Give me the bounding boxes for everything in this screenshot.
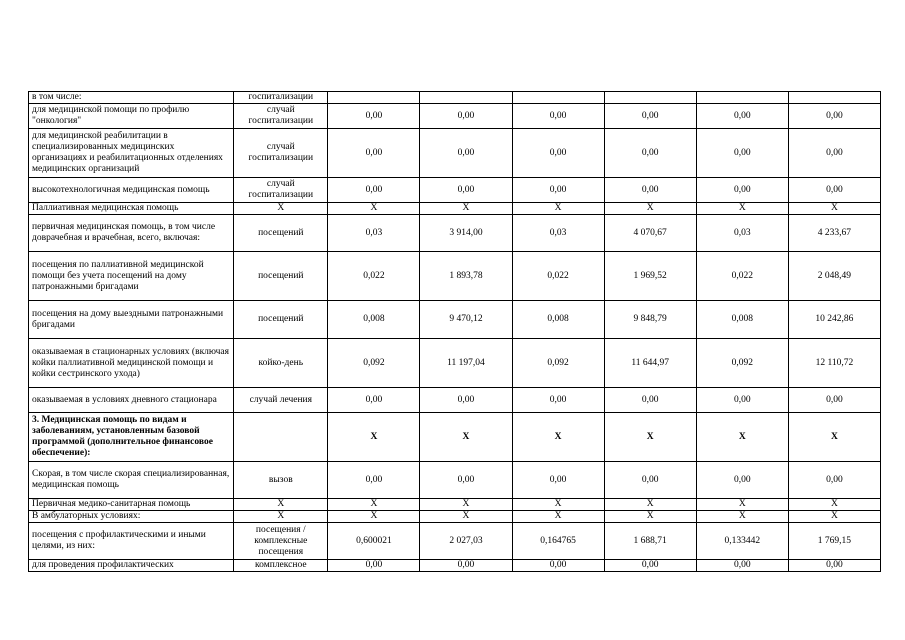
value-cell: 4 233,67 (788, 215, 880, 252)
value-cell: 0,00 (512, 178, 604, 203)
value-cell: 0,00 (788, 129, 880, 178)
value-cell: 2 027,03 (420, 523, 512, 560)
value-cell: 0,008 (512, 301, 604, 339)
value-cell: 0,00 (604, 129, 696, 178)
value-cell: 0,092 (328, 339, 420, 388)
value-cell: 11 197,04 (420, 339, 512, 388)
value-cell (696, 92, 788, 104)
row-label: посещения по паллиативной медицинской помощи без учета посещений на дому патронажными бригадами (29, 252, 234, 301)
value-cell: 0,00 (512, 560, 604, 572)
table-row (29, 104, 881, 129)
row-label: для медицинской помощи по профилю "онкология" (29, 104, 234, 129)
value-cell: 11 644,97 (604, 339, 696, 388)
value-cell: 0,133442 (696, 523, 788, 560)
row-label: для проведения профилактических (29, 560, 234, 572)
value-cell: 0,00 (420, 560, 512, 572)
unit-cell: случай госпитализации (234, 178, 328, 203)
row-label: посещения на дому выездными патронажными бригадами (29, 301, 234, 339)
value-cell: X (420, 413, 512, 462)
value-cell: 0,00 (604, 560, 696, 572)
row-label: Первичная медико-санитарная помощь (29, 499, 234, 511)
unit-cell: случай госпитализации (234, 104, 328, 129)
value-cell: 0,00 (328, 462, 420, 499)
table-row (29, 129, 881, 178)
row-label: Скорая, в том числе скорая специализированная, медицинская помощь (29, 462, 234, 499)
value-cell: X (604, 499, 696, 511)
volume-norms-table (28, 91, 881, 572)
row-label: В амбулаторных условиях: (29, 511, 234, 523)
value-cell: 0,00 (788, 388, 880, 413)
table-row (29, 301, 881, 339)
table-row (29, 203, 881, 215)
value-cell: 0,092 (512, 339, 604, 388)
value-cell: 4 070,67 (604, 215, 696, 252)
value-cell: X (696, 499, 788, 511)
unit-cell: X (234, 511, 328, 523)
value-cell: 0,00 (328, 388, 420, 413)
value-cell: 0,03 (696, 215, 788, 252)
value-cell: X (696, 203, 788, 215)
unit-cell: госпитализации (234, 92, 328, 104)
value-cell: 0,03 (512, 215, 604, 252)
unit-cell: X (234, 203, 328, 215)
value-cell: 9 470,12 (420, 301, 512, 339)
value-cell: 0,00 (420, 388, 512, 413)
unit-cell: случай лечения (234, 388, 328, 413)
value-cell: 1 969,52 (604, 252, 696, 301)
value-cell: 0,00 (420, 129, 512, 178)
value-cell: 0,00 (512, 104, 604, 129)
value-cell: 0,03 (328, 215, 420, 252)
value-cell: X (420, 203, 512, 215)
value-cell: 0,00 (696, 129, 788, 178)
value-cell: 0,00 (604, 388, 696, 413)
unit-cell: случай госпитализации (234, 129, 328, 178)
table-row (29, 499, 881, 511)
value-cell: 10 242,86 (788, 301, 880, 339)
table-row (29, 252, 881, 301)
row-label: высокотехнологичная медицинская помощь (29, 178, 234, 203)
value-cell: X (788, 203, 880, 215)
value-cell: 0,00 (512, 129, 604, 178)
value-cell: 0,022 (696, 252, 788, 301)
table-row (29, 462, 881, 499)
value-cell: 0,00 (420, 462, 512, 499)
value-cell: X (420, 499, 512, 511)
value-cell: 0,008 (696, 301, 788, 339)
value-cell: 0,00 (328, 104, 420, 129)
value-cell: 3 914,00 (420, 215, 512, 252)
value-cell (420, 92, 512, 104)
value-cell: X (328, 499, 420, 511)
value-cell: X (328, 511, 420, 523)
row-label: посещения с профилактическими и иными целями, из них: (29, 523, 234, 560)
value-cell: 0,00 (788, 178, 880, 203)
value-cell: X (788, 413, 880, 462)
row-label: Паллиативная медицинская помощь (29, 203, 234, 215)
value-cell: X (788, 511, 880, 523)
table-row (29, 413, 881, 462)
table-row (29, 388, 881, 413)
value-cell: X (604, 413, 696, 462)
value-cell: 0,00 (420, 178, 512, 203)
value-cell: 0,00 (696, 178, 788, 203)
value-cell (328, 92, 420, 104)
unit-cell: X (234, 499, 328, 511)
value-cell: 0,00 (512, 462, 604, 499)
value-cell: 0,00 (696, 560, 788, 572)
value-cell: 0,00 (420, 104, 512, 129)
value-cell: X (512, 203, 604, 215)
value-cell: 0,00 (788, 104, 880, 129)
value-cell: X (420, 511, 512, 523)
table-body (29, 92, 881, 572)
value-cell: 0,00 (696, 462, 788, 499)
unit-cell: комплексное (234, 560, 328, 572)
value-cell (604, 92, 696, 104)
value-cell: 1 893,78 (420, 252, 512, 301)
value-cell: X (604, 511, 696, 523)
row-label: 3. Медицинская помощь по видам и заболеваниям, установленным базовой программой (дополнительное финансовое обеспечение): (29, 413, 234, 462)
value-cell: 1 769,15 (788, 523, 880, 560)
value-cell: 0,00 (788, 462, 880, 499)
row-label: первичная медицинская помощь, в том числе доврачебная и врачебная, всего, включая: (29, 215, 234, 252)
value-cell: 0,00 (512, 388, 604, 413)
table-row (29, 511, 881, 523)
value-cell: 0,00 (696, 104, 788, 129)
value-cell: 0,092 (696, 339, 788, 388)
table-row (29, 92, 881, 104)
table-row (29, 178, 881, 203)
value-cell: 0,600021 (328, 523, 420, 560)
value-cell: X (512, 413, 604, 462)
value-cell: 0,008 (328, 301, 420, 339)
unit-cell: посещений (234, 301, 328, 339)
value-cell: X (788, 499, 880, 511)
value-cell: X (328, 203, 420, 215)
value-cell: 0,00 (604, 462, 696, 499)
value-cell: 0,00 (604, 178, 696, 203)
value-cell: 1 688,71 (604, 523, 696, 560)
value-cell: 2 048,49 (788, 252, 880, 301)
row-label: оказываемая в условиях дневного стационара (29, 388, 234, 413)
value-cell: 0,00 (788, 560, 880, 572)
value-cell (788, 92, 880, 104)
row-label: в том числе: (29, 92, 234, 104)
table-row (29, 215, 881, 252)
value-cell: X (328, 413, 420, 462)
value-cell: 0,00 (696, 388, 788, 413)
value-cell: 0,00 (328, 129, 420, 178)
value-cell: 12 110,72 (788, 339, 880, 388)
table-row (29, 339, 881, 388)
value-cell (512, 92, 604, 104)
unit-cell: посещения / комплексные посещения (234, 523, 328, 560)
unit-cell: койко-день (234, 339, 328, 388)
value-cell: X (512, 511, 604, 523)
row-label: для медицинской реабилитации в специализированных медицинских организациях и реабилитационных отделениях медицинских организаций (29, 129, 234, 178)
value-cell: 0,00 (604, 104, 696, 129)
unit-cell: посещений (234, 252, 328, 301)
unit-cell (234, 413, 328, 462)
value-cell: X (696, 413, 788, 462)
value-cell: X (512, 499, 604, 511)
unit-cell: вызов (234, 462, 328, 499)
value-cell: 9 848,79 (604, 301, 696, 339)
unit-cell: посещений (234, 215, 328, 252)
value-cell: 0,164765 (512, 523, 604, 560)
row-label: оказываемая в стационарных условиях (включая койки паллиативной медицинской помощи и койки сестринского ухода) (29, 339, 234, 388)
value-cell: 0,022 (512, 252, 604, 301)
value-cell: X (604, 203, 696, 215)
table-row (29, 560, 881, 572)
value-cell: X (696, 511, 788, 523)
value-cell: 0,00 (328, 560, 420, 572)
value-cell: 0,00 (328, 178, 420, 203)
value-cell: 0,022 (328, 252, 420, 301)
table-row (29, 523, 881, 560)
